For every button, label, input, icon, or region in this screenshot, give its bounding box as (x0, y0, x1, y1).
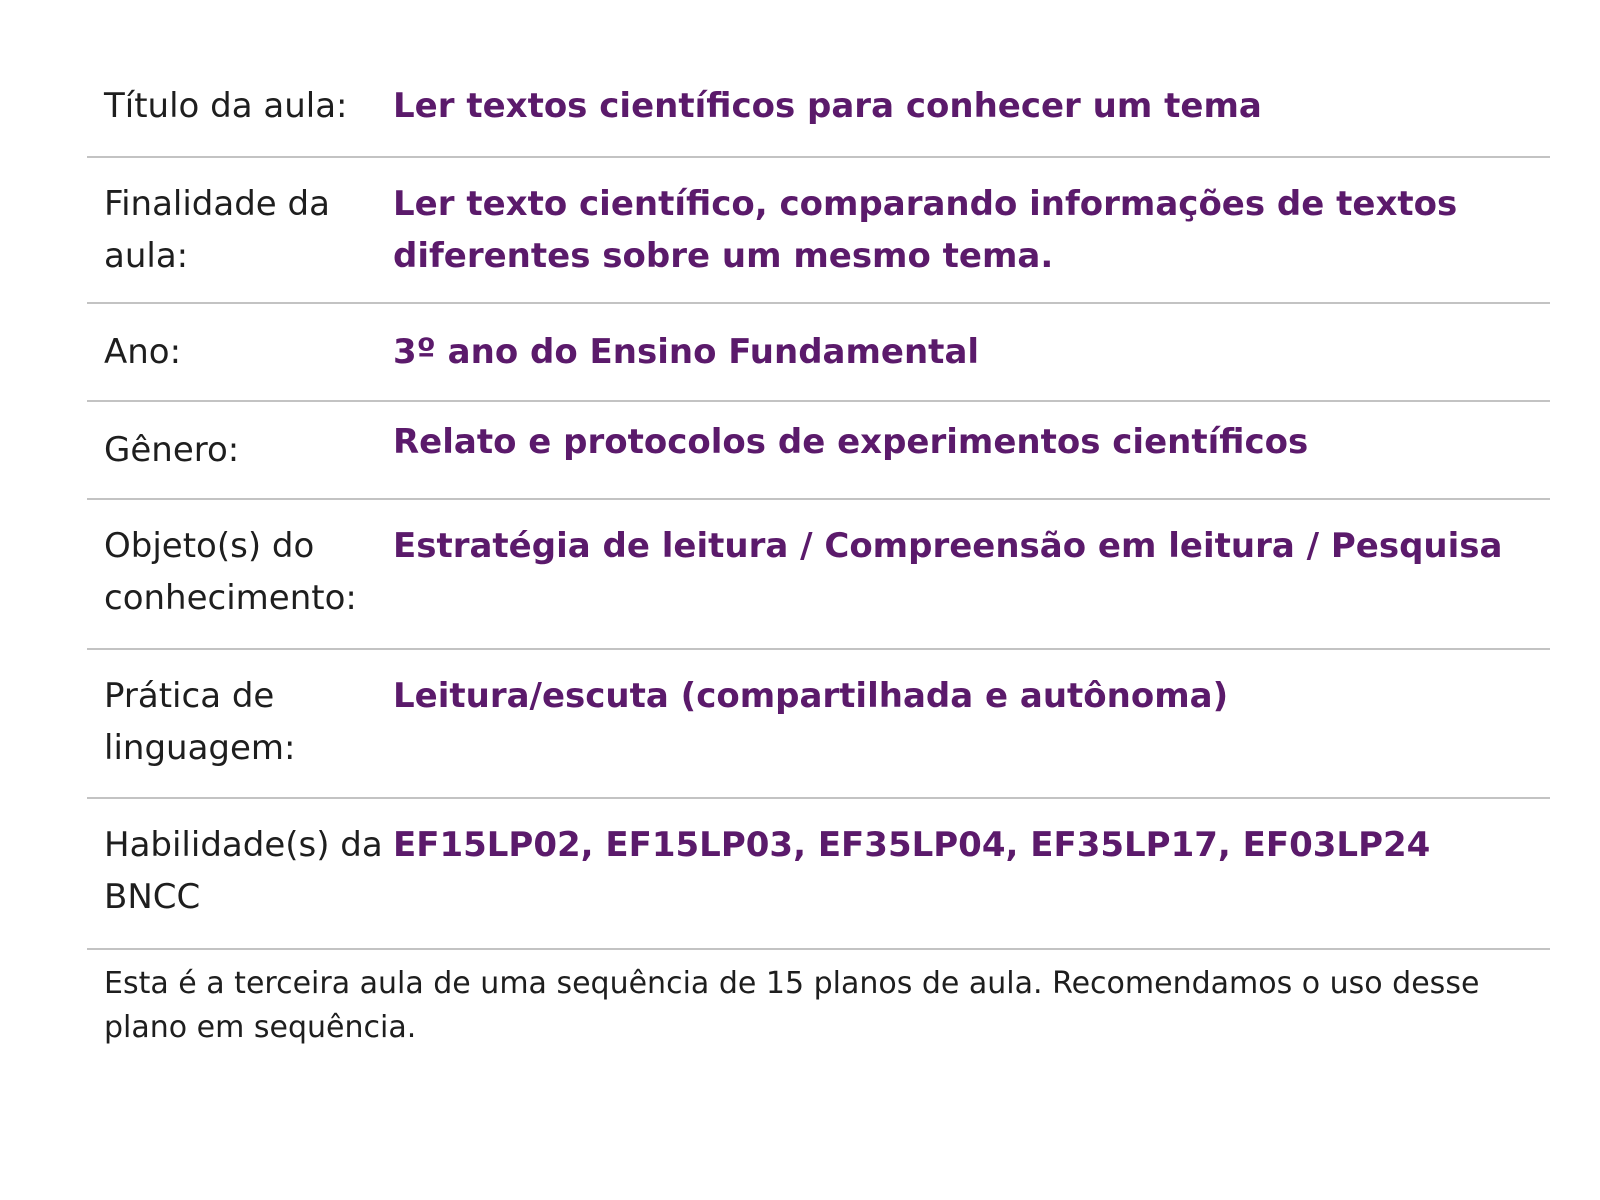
row-label: Finalidade da aula: (104, 184, 330, 276)
row-label: Objeto(s) do conhecimento: (104, 526, 357, 618)
row-value: Relato e protocolos de experimentos científicos (393, 422, 1309, 462)
row-value: EF15LP02, EF15LP03, EF35LP04, EF35LP17, EF03LP24 (393, 825, 1431, 865)
row-bncc-skills (87, 799, 1550, 950)
row-label: Habilidade(s) da BNCC (104, 825, 383, 917)
row-genre (87, 402, 1550, 500)
row-value: Ler textos científicos para conhecer um tema (393, 86, 1262, 126)
sequence-note: Esta é a terceira aula de uma sequência de 15 planos de aula. Recomendamos o uso desse plano em sequência. (104, 966, 1480, 1045)
row-label: Gênero: (104, 430, 240, 470)
row-language-practice (87, 650, 1550, 799)
row-knowledge-object (87, 500, 1550, 650)
row-value: Ler texto científico, comparando informações de textos diferentes sobre um mesmo tema. (393, 184, 1458, 276)
row-value: 3º ano do Ensino Fundamental (393, 332, 980, 372)
row-label: Ano: (104, 332, 182, 372)
row-label: Prática de linguagem: (104, 676, 296, 768)
row-value: Leitura/escuta (compartilhada e autônoma) (393, 676, 1229, 716)
row-value: Estratégia de leitura / Compreensão em leitura / Pesquisa (393, 526, 1503, 566)
lesson-plan-table (87, 58, 1550, 950)
row-lesson-purpose (87, 158, 1550, 304)
row-lesson-title (87, 58, 1550, 158)
row-year (87, 304, 1550, 402)
row-label: Título da aula: (104, 86, 348, 126)
